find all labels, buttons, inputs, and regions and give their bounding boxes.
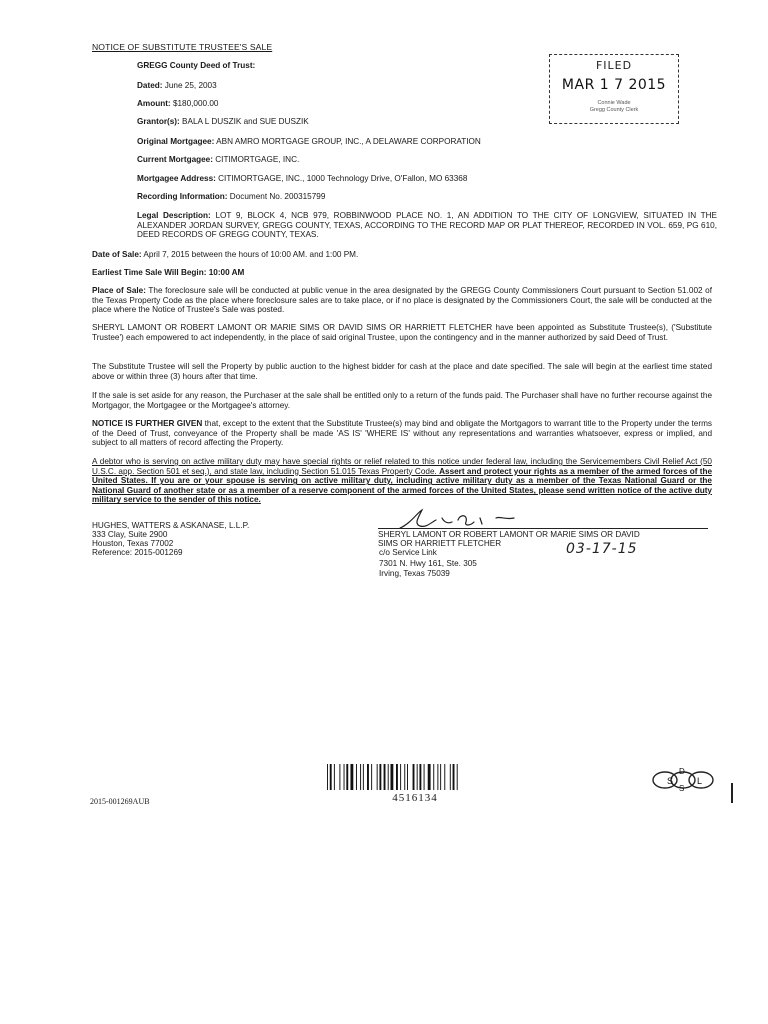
notice-further-given-text: that, except to the extent that the Substitute Trustee(s) may bind and obligate the Mortgagors to warrant title to the Property under the terms of the Deed of Trust, conveyance of the Property shall be made 'AS IS' 'WHERE IS' without any representations and warranties whatsoever, express or implied, and subject to all matters of record affecting the Property. — [92, 419, 712, 448]
filed-stamp-date: MAR 1 7 2015 — [561, 77, 667, 93]
notice-further-given-label: NOTICE IS FURTHER GIVEN — [92, 419, 203, 428]
deed-county-heading — [137, 61, 717, 71]
handwritten-date: 03-17-15 — [566, 541, 638, 557]
deed-dated-label: Dated: — [137, 81, 163, 90]
deed-mortgagee-address-label: Mortgagee Address: — [137, 174, 216, 183]
military-notice-plain: A debtor who is serving on active military duty may have special rights or relief related to this notice under federal law, including the Servicemembers Civil Relief Act (50 U.S.C. app. Section 501 et seq.), and state law, including Section 51.015 Texas Property Code. — [92, 457, 712, 476]
attorney-address-line1: 333 Clay, Suite 2900 — [92, 530, 168, 539]
sale-place — [92, 286, 712, 315]
sale-place-label: Place of Sale: — [92, 286, 146, 295]
filed-stamp-label: FILED — [595, 59, 633, 72]
deed-grantor-label: Grantor(s): — [137, 117, 180, 126]
footer-document-reference: 2015-001269AUB — [90, 797, 150, 806]
deed-amount-value: $180,000.00 — [172, 99, 219, 108]
deed-mortgagee-address — [137, 174, 717, 184]
sale-earliest-value: 10:00 AM — [208, 268, 245, 277]
sale-place-value: The foreclosure sale will be conducted at public venue in the area designated by the GREGG County Commissioners Court pursuant to Section 51.002 of the Texas Property Code as the place where foreclosure sales are to take place, or if no place is designated by the Commissioners Court, the sale will be conducted at the place where the Notice of Trustee's Sale was posted. — [92, 286, 712, 315]
margin-mark — [731, 783, 733, 803]
deed-recording-information — [137, 192, 717, 202]
sale-date — [92, 250, 712, 260]
trustee-names-line1: SHERYL LAMONT OR ROBERT LAMONT OR MARIE SIMS OR DAVID — [378, 530, 640, 539]
attorney-firm: HUGHES, WATTERS & ASKANASE, L.L.P. — [92, 521, 250, 530]
deed-current-mortgagee — [137, 155, 717, 165]
deed-mortgagee-address-value: CITIMORTGAGE, INC., 1000 Technology Drive, O'Fallon, MO 63368 — [218, 174, 468, 183]
sdsl-logo — [651, 766, 715, 794]
deed-county-label: GREGG County Deed of Trust: — [137, 61, 256, 70]
deed-original-mortgagee-value: ABN AMRO MORTGAGE GROUP, INC., A DELAWARE CORPORATION — [216, 137, 481, 146]
deed-grantor — [137, 117, 717, 127]
svg-text:D: D — [679, 767, 685, 776]
attorney-address-line2: Houston, Texas 77002 — [92, 539, 174, 548]
deed-legal-label: Legal Description: — [137, 211, 211, 220]
paragraph-set-aside: If the sale is set aside for any reason, the Purchaser at the sale shall be entitled only to a return of the funds paid. The Purchaser shall have no further recourse against the Mortgagor, the Mortgagee or the Mortgagee's attorney. — [92, 391, 712, 410]
deed-recording-value: Document No. 200315799 — [229, 192, 326, 201]
attorney-reference: Reference: 2015-001269 — [92, 548, 183, 557]
deed-current-mortgagee-label: Current Mortgagee: — [137, 155, 213, 164]
sale-date-value: April 7, 2015 between the hours of 10:00 AM. and 1:00 PM. — [143, 250, 359, 259]
svg-text:S: S — [667, 776, 674, 786]
svg-text:S: S — [679, 784, 685, 793]
sale-date-label: Date of Sale: — [92, 250, 142, 259]
document-title: NOTICE OF SUBSTITUTE TRUSTEE'S SALE — [92, 42, 273, 52]
trustee-address-line1: 7301 N. Hwy 161, Ste. 305 — [379, 559, 477, 568]
svg-text:L: L — [697, 776, 703, 786]
trustee-address-line2: Irving, Texas 75039 — [379, 569, 450, 578]
trustee-care-of: c/o Service Link — [379, 548, 437, 557]
deed-original-mortgagee — [137, 137, 717, 147]
deed-amount-label: Amount: — [137, 99, 171, 108]
deed-legal-description — [137, 211, 717, 240]
sale-earliest-time — [92, 268, 712, 278]
deed-current-mortgagee-value: CITIMORTGAGE, INC. — [215, 155, 300, 164]
barcode — [326, 764, 504, 790]
sale-earliest-label: Earliest Time Sale Will Begin: — [92, 268, 207, 277]
signature-line — [378, 528, 708, 529]
deed-recording-label: Recording Information: — [137, 192, 228, 201]
paragraph-notice-further-given — [92, 419, 712, 448]
paragraph-appointed-trustees: SHERYL LAMONT OR ROBERT LAMONT OR MARIE SIMS OR DAVID SIMS OR HARRIETT FLETCHER have been appointed as Substitute Trustee(s), ('Substitute Trustee') each empowered to act independently, in the place of said original Trustee, upon the contingency and in the manner authorized by said Deed of Trust. — [92, 323, 712, 342]
filed-stamp-clerk-title: Gregg County Clerk — [589, 107, 639, 113]
trustee-names-line2: SIMS OR HARRIETT FLETCHER — [378, 539, 502, 548]
deed-dated — [137, 81, 717, 91]
deed-grantor-value: BALA L DUSZIK and SUE DUSZIK — [182, 117, 309, 126]
paragraph-public-auction: The Substitute Trustee will sell the Property by public auction to the highest bidder for cash at the place and date specified. The sale will begin at the earliest time stated above or within three (3) hours after that time. — [92, 362, 712, 381]
deed-amount — [137, 99, 717, 109]
filed-stamp-clerk-name: Connie Wade — [597, 100, 631, 106]
barcode-number: 4516134 — [392, 792, 438, 804]
deed-original-mortgagee-label: Original Mortgagee: — [137, 137, 215, 146]
deed-dated-value: June 25, 2003 — [164, 81, 217, 90]
paragraph-military-notice — [92, 457, 712, 505]
military-notice-bold: Assert and protect your rights as a member of the armed forces of the United States. If you are or your spouse is serving on active military duty, including active military duty as a member of the Texas National Guard or the National Guard of another state or as a member of a reserve component of the armed forces of the United States, please send written notice of the active duty military service to the sender of this notice. — [92, 466, 713, 505]
deed-legal-value: LOT 9, BLOCK 4, NCB 979, ROBBINWOOD PLACE NO. 1, AN ADDITION TO THE CITY OF LONGVIEW, SITUATED IN THE ALEXANDER JORDAN SURVEY, GREGG COUNTY, TEXAS, ACCORDING TO THE RECORD MAP OR PLAT THEREOF, RECORDED IN VOL. 659, PG 610, DEED RECORDS OF GREGG COUNTY, TEXAS. — [137, 211, 717, 240]
